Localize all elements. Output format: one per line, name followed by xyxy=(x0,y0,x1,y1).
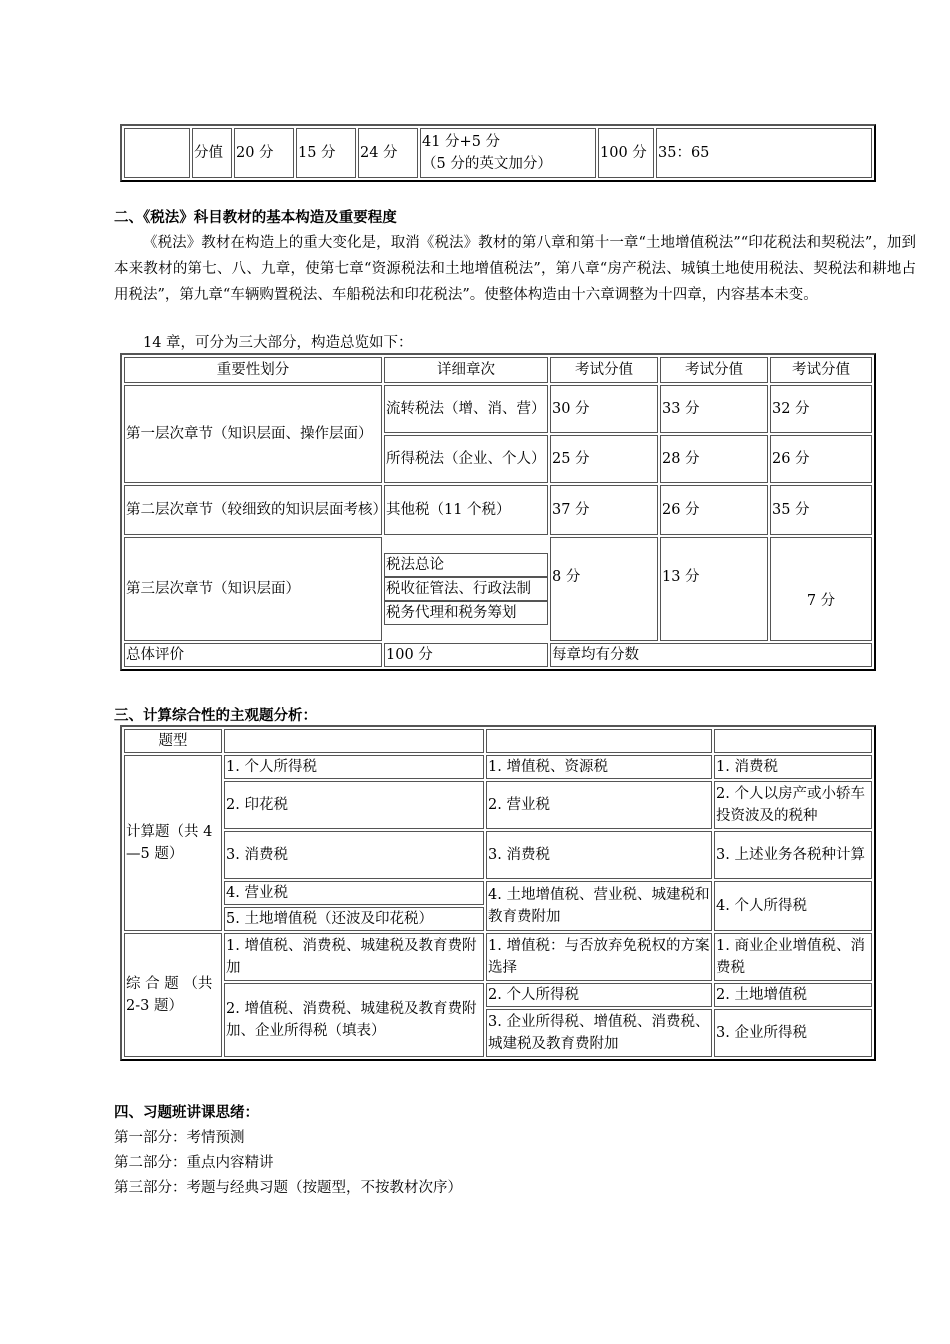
level3-details-table xyxy=(384,553,548,625)
section3-heading: 三、计算综合性的主观题分析： xyxy=(114,708,317,724)
section4-heading: 四、习题班讲课思绪： xyxy=(114,1105,259,1121)
comp-cell: 1. 商业企业增值税、消费税 xyxy=(714,933,872,981)
section2-heading: 二、《税法》科目教材的基本构造及重要程度 xyxy=(114,210,397,226)
comp-cell: 3. 企业所得税、增值税、消费税、城建税及教育费附加 xyxy=(486,1009,712,1057)
detail-cell: 所得税法（企业、个人） xyxy=(384,435,548,483)
header-cell: 详细章次 xyxy=(384,357,548,383)
score-cell: 35 分 xyxy=(770,485,872,535)
score-cell: 26 分 xyxy=(660,485,768,535)
header-cell: 考试分值 xyxy=(550,357,658,383)
calc-cell: 4. 土地增值税、营业税、城建税和教育费附加 xyxy=(486,881,712,931)
score-cell: 26 分 xyxy=(770,435,872,483)
question-type-table xyxy=(120,725,876,1061)
score-cell: 13 分 xyxy=(660,537,768,641)
summary-note: 每章均有分数 xyxy=(550,643,872,667)
calc-cell: 1. 增值税、资源税 xyxy=(486,755,712,779)
detail-cell: 流转税法（增、消、营） xyxy=(384,385,548,433)
section4-item: 第三部分：考题与经典习题（按题型，不按教材次序） xyxy=(114,1180,462,1196)
calc-cell: 2. 个人以房产或小轿车投资波及的税种 xyxy=(714,781,872,829)
combined-line-1: 41 分+5 分 xyxy=(422,134,501,150)
level1-name: 第一层次章节（知识层面、操作层面） xyxy=(124,385,382,483)
detail-cell: 税务代理和税务筹划 xyxy=(384,601,548,625)
score-cell: 25 分 xyxy=(550,435,658,483)
header-cell: 考试分值 xyxy=(660,357,768,383)
detail-cell: 其他税（11 个税） xyxy=(384,485,548,535)
score-cell: 24 分 xyxy=(358,128,418,178)
comp-cell: 1. 增值税：与否放弃免税权的方案选择 xyxy=(486,933,712,981)
empty-cell xyxy=(124,128,190,178)
score-combined xyxy=(420,128,596,178)
score-cell: 28 分 xyxy=(660,435,768,483)
score-label: 分值 xyxy=(192,128,232,178)
detail-cell: 税法总论 xyxy=(384,553,548,577)
level2-name: 第二层次章节（较细致的知识层面考核） xyxy=(124,485,382,535)
chapter-table xyxy=(120,353,876,671)
summary-total: 100 分 xyxy=(384,643,548,667)
score-table xyxy=(120,124,876,182)
score-cell: 15 分 xyxy=(296,128,356,178)
calc-label: 计算题（共 4—5 题） xyxy=(124,755,222,931)
comp-cell: 2. 个人所得税 xyxy=(486,983,712,1007)
comp-cell: 3. 企业所得税 xyxy=(714,1009,872,1057)
section4-item: 第一部分：考情预测 xyxy=(114,1130,245,1146)
comp-cell: 1. 增值税、消费税、城建税及教育费附加 xyxy=(224,933,484,981)
header-cell: 重要性划分 xyxy=(124,357,382,383)
score-cell: 8 分 xyxy=(550,537,658,641)
section2-paragraph: 《税法》教材在构造上的重大变化是，取消《税法》教材的第八章和第十一章“土地增值税法”“印花税法和契税法”，加到本来教材的第七、八、九章，使第七章“资源税法和土地增值税法”，第八章“房产税法、城镇土地使用税法、契税法和耕地占用税法”，第九章“车辆购置税法、车船税法和印花税法”。使整体构造由十六章调整为十四章，内容基本未变。 xyxy=(114,235,916,303)
section2-intro: 14 章，可分为三大部分，构造总览如下： xyxy=(143,335,413,351)
calc-cell: 4. 营业税 xyxy=(224,881,484,905)
summary-name: 总体评价 xyxy=(124,643,382,667)
calc-cell: 4. 个人所得税 xyxy=(714,881,872,931)
detail-cell: 税收征管法、行政法制 xyxy=(384,577,548,601)
calc-cell: 3. 上述业务各税种计算 xyxy=(714,831,872,879)
table-header: 题型 xyxy=(124,729,222,753)
header-cell: 考试分值 xyxy=(770,357,872,383)
score-total: 100 分 xyxy=(598,128,654,178)
score-cell: 7 分 xyxy=(770,537,872,641)
calc-cell: 3. 消费税 xyxy=(486,831,712,879)
score-cell: 33 分 xyxy=(660,385,768,433)
score-ratio: 35：65 xyxy=(656,128,872,178)
score-cell: 32 分 xyxy=(770,385,872,433)
score-cell: 30 分 xyxy=(550,385,658,433)
empty-header xyxy=(714,729,872,753)
score-cell: 20 分 xyxy=(234,128,294,178)
combined-line-2: （5 分的英文加分） xyxy=(422,156,552,172)
calc-cell: 3. 消费税 xyxy=(224,831,484,879)
level3-details xyxy=(384,537,548,641)
empty-header xyxy=(224,729,484,753)
calc-cell: 2. 印花税 xyxy=(224,781,484,829)
calc-cell: 2. 营业税 xyxy=(486,781,712,829)
calc-cell: 5. 土地增值税（还波及印花税） xyxy=(224,907,484,931)
comp-cell: 2. 增值税、消费税、城建税及教育费附加、企业所得税（填表） xyxy=(224,983,484,1057)
empty-header xyxy=(486,729,712,753)
comp-cell: 2. 土地增值税 xyxy=(714,983,872,1007)
comp-label: 综 合 题 （共 2-3 题） xyxy=(124,933,222,1057)
level3-name: 第三层次章节（知识层面） xyxy=(124,537,382,641)
calc-cell: 1. 个人所得税 xyxy=(224,755,484,779)
calc-cell: 1. 消费税 xyxy=(714,755,872,779)
section4-item: 第二部分：重点内容精讲 xyxy=(114,1155,274,1171)
score-cell: 37 分 xyxy=(550,485,658,535)
